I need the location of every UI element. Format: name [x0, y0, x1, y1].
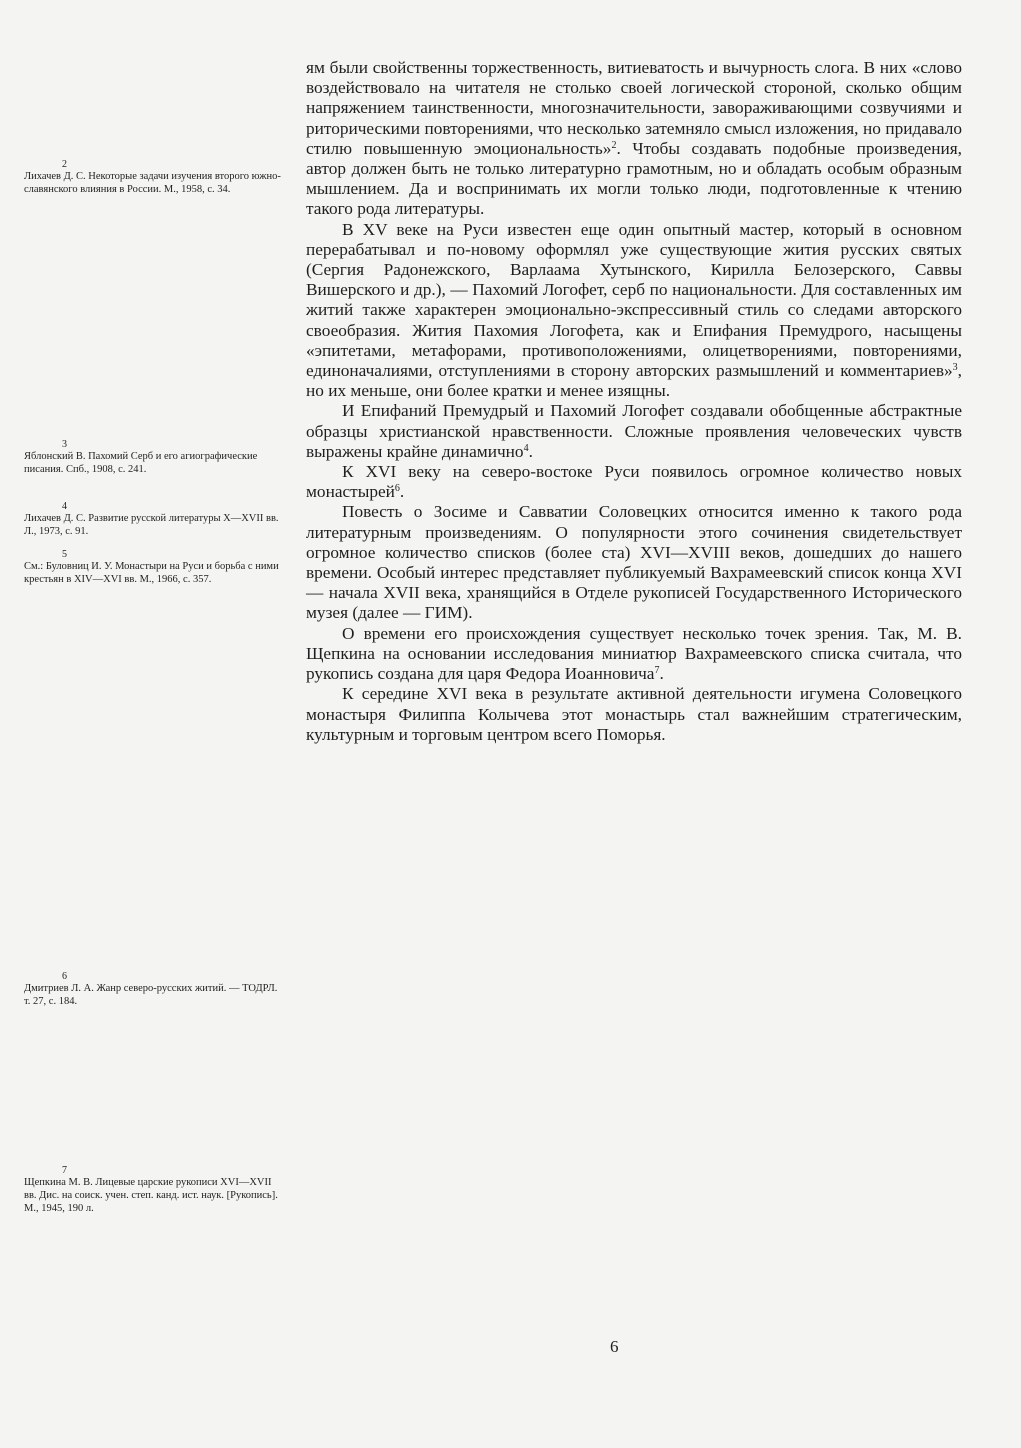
paragraph-3 — [306, 401, 962, 462]
paragraph-text: . Чтобы создавать подобные произведения, автор должен быть не только литературно грамотным, но и обладать особым образным мышлением. Да и воспринимать их могли только люди, подготовленные к чтению такого рода литературы. — [306, 138, 962, 219]
paragraph-2 — [306, 220, 962, 402]
footnote-text: Лихачев Д. С. Некоторые задачи изучения второго южно-славянского влияния в России. М., 1958, с. 34. — [24, 171, 281, 195]
footnote-ref: 7 — [654, 665, 660, 677]
footnote-text: Яблонский В. Пахомий Серб и его агиографические писания. Спб., 1908, с. 241. — [24, 451, 258, 475]
paragraph-1 — [306, 58, 962, 220]
footnote-6 — [24, 972, 286, 1008]
paragraph-text: В XV веке на Руси известен еще один опытный мастер, который в основном перерабатывал и по-новому оформлял уже существующие жития русских святых (Сергия Радонежского, Варлаама Хутынского, Кирилла Белозерского, Саввы Вишерского и др.), — Пахомий Логофет, серб по национальности. Для составленных им житий также характерен эмоционально-экспрессивный стиль со следами авторского своеобразия. Жития Пахомия Логофета, как и Епифания Премудрого, насыщены «эпитетами, метафорами, противоположениями, олицетворениями, повторениями, единоначалиями, отступлениями в сторону авторских размышлений и комментариев» — [306, 219, 962, 381]
paragraph-4 — [306, 462, 962, 502]
footnote-text: Лихачев Д. С. Развитие русской литературы X—XVII вв. Л., 1973, с. 91. — [24, 513, 279, 537]
paragraph-text: И Епифаний Премудрый и Пахомий Логофет создавали обобщенные абстрактные образцы христианской нравственности. Сложные проявления человеческих чувств выражены крайне динамично — [306, 401, 962, 461]
footnote-text: См.: Буловниц И. У. Монастыри на Руси и борьба с ними крестьян в XIV—XVI вв. М., 1966, с. 357. — [24, 561, 279, 585]
footnote-number: 3 — [62, 439, 67, 450]
footnote-number: 5 — [62, 549, 67, 560]
paragraph-6 — [306, 624, 962, 685]
paragraph-text: К XVI веку на северо-востоке Руси появилось огромное количество новых монастырей — [306, 462, 962, 502]
footnote-number: 4 — [62, 501, 67, 512]
paragraph-5 — [306, 502, 962, 623]
paragraph-text: . — [399, 482, 405, 502]
footnote-5 — [24, 550, 286, 586]
paragraph-text: Повесть о Зосиме и Савватии Соловецких относится именно к такого рода литературным произведениям. О популярности этого сочинения свидетельствует огромное количество списков (более ста) XVI—XVIII веков, дошедших до нашего времени. Особый интерес представляет публикуемый Вахрамеевский список конца XVI — начала XVII века, хранящийся в Отделе рукописей Государственного Исторического музея (далее — ГИМ). — [306, 502, 962, 623]
page-number: 6 — [610, 1337, 619, 1356]
footnote-text: Щепкина М. В. Лицевые царские рукописи XVI—XVII вв. Дис. на соиск. учен. степ. канд. ист. наук. [Рукопись]. М., 1945, 190 л. — [24, 1177, 278, 1214]
paragraph-text: , но их меньше, они более кратки и менее изящны. — [306, 361, 962, 401]
footnote-7 — [24, 1166, 286, 1215]
footnote-ref: 3 — [952, 362, 958, 374]
footnote-number: 6 — [62, 971, 67, 982]
paragraph-text: . — [659, 664, 664, 684]
paragraph-7 — [306, 684, 962, 745]
footnote-3 — [24, 440, 286, 476]
footnote-number: 7 — [62, 1165, 67, 1176]
footnote-text: Дмитриев Л. А. Жанр северо-русских житий. — ТОДРЛ. т. 27, с. 184. — [24, 983, 278, 1007]
footnote-4 — [24, 502, 286, 538]
paragraph-text: ям были свойственны торжественность, витиеватость и вычурность слога. В них «слово воздействовало на читателя не столько своей логической стороной, сколько общим напряжением таинственности, многозначительности, завораживающими созвучиями и риторическими повторениями, что несколько затемняло смысл изложения, но придавало стилю повышенную эмоциональность» — [306, 58, 962, 158]
paragraph-text: О времени его происхождения существует несколько точек зрения. Так, М. В. Щепкина на основании исследования миниатюр Вахрамеевского списка считала, что рукопись создана для царя Федора Иоанновича — [306, 623, 962, 684]
footnote-ref: 2 — [611, 139, 617, 151]
footnote-number: 2 — [62, 159, 67, 170]
paragraph-text: К середине XVI века в результате активной деятельности игумена Соловецкого монастыря Филиппа Колычева этот монастырь стал важнейшим стратегическим, культурным и торговым центром всего Поморья. — [306, 684, 962, 744]
footnote-ref: 6 — [394, 483, 400, 495]
footnote-2 — [24, 160, 286, 196]
main-text — [306, 58, 962, 745]
footnote-ref: 4 — [523, 442, 529, 454]
paragraph-text: . — [528, 441, 533, 461]
